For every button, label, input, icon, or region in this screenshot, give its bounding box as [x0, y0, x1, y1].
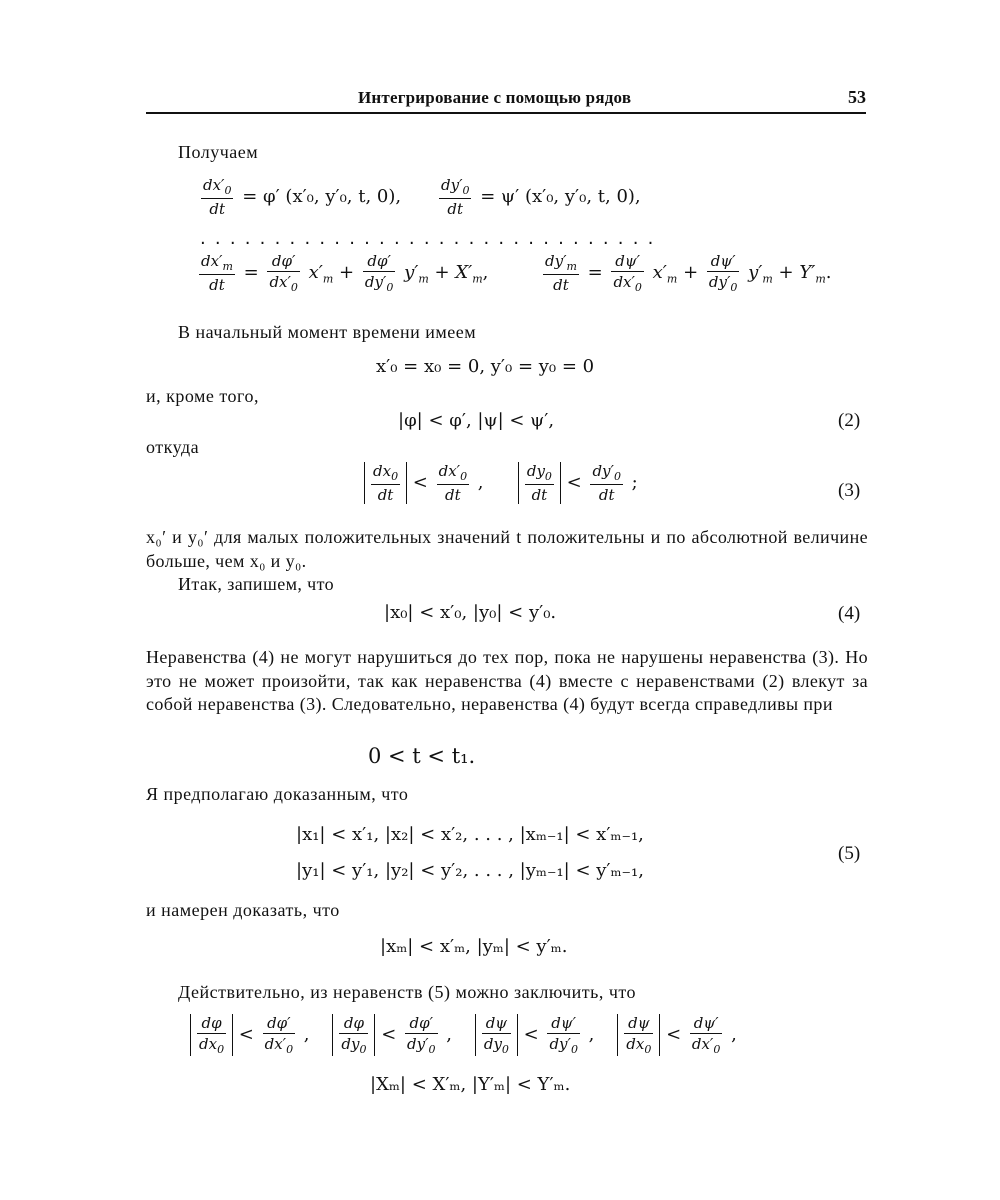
text-poluchaem: Получаем [178, 142, 259, 162]
equation-dy0-dt: $\frac{dy'_0}{dt}$ = ψ′ (x′₀, y′₀, t, 0), [441, 176, 641, 218]
text-v-nachalny: В начальный момент времени имеем [178, 322, 477, 342]
text-deistvitelno: Действительно, из неравенств (5) можно заключить, что [178, 982, 637, 1002]
equation-3: $\frac{dx_0}{dt}$ < $\frac{dx'_0}{dt}$ , $\frac{dy_0}{dt}$ < $\frac{dy'_0}{dt}$ ; [364, 462, 638, 504]
running-header [146, 86, 866, 114]
paragraph-2-text: Неравенства (4) не могут нарушиться до тех пор, пока не нарушены неравенства (3). Но это не может произойти, так как неравенства (4) вместе с неравенствами (2) влекут за собой неравенства (3). Следовательно, неравенства (4) будут всегда справедливы при [146, 647, 868, 714]
text-ya-predpolagayu: Я предполагаю доказанным, что [146, 784, 409, 804]
equation-derivative-bounds: $\frac{d\varphi}{dx_0}$ < $\frac{d\varphi'}{dx'_0}$ , $\frac{d\varphi}{dy_0}$ < $\frac{d\varphi'}{dy'_0}$ , $\frac{d\psi}{dy_0}$ < $\frac{d\psi'}{dy'_0}$ , $\frac{d\psi}{dx_0}$ < $\frac{d\psi'}{dx'_0}$ , [190, 1014, 737, 1056]
equation-number-2: (2) [838, 410, 861, 431]
equation-t-range: 0 < t < t₁. [368, 744, 476, 768]
equation-2: |φ| < φ′, |ψ| < ψ′, [398, 410, 555, 431]
equation-initial: x′₀ = x₀ = 0, y′₀ = y₀ = 0 [376, 356, 595, 377]
equation-number-3: (3) [838, 480, 861, 501]
equation-dym-dt: $\frac{dy'_m}{dt}$ = $\frac{d\psi'}{dx'_0}$ $x'_m$ + $\frac{d\psi'}{dy'_0}$ $y'_m + Y'_m$. [545, 252, 832, 294]
page-number: 53 [848, 87, 866, 107]
text-otkuda: откуда [146, 437, 200, 457]
equation-last: |Xₘ| < X′ₘ, |Y′ₘ| < Y′ₘ. [370, 1074, 571, 1095]
equation-dx0-rhs: = φ′ (x′₀, y′₀, t, 0), [242, 186, 402, 207]
equation-number-4: (4) [838, 603, 861, 624]
ellipsis-dots: ............................... [200, 228, 663, 249]
equation-goal: |xₘ| < x′ₘ, |yₘ| < y′ₘ. [380, 936, 568, 957]
paragraph-1 [146, 526, 868, 597]
text-i-nameren: и намерен доказать, что [146, 900, 340, 920]
header-title: Интегрирование с помощью рядов [358, 88, 632, 107]
equation-dx0-dt: $\frac{dx'_0}{dt}$ = φ′ (x′₀, y′₀, t, 0), [203, 176, 402, 218]
paragraph-2 [146, 646, 868, 717]
equation-number-5: (5) [838, 843, 861, 864]
paragraph-1-text: x₀′ и y₀′ для малых положительных значений t положительны и по абсолютной величине больше, чем x₀ и y₀. [146, 527, 868, 571]
equation-dy0-rhs: = ψ′ (x′₀, y′₀, t, 0), [480, 186, 641, 207]
text-i-krome: и, кроме того, [146, 386, 259, 406]
equation-5-row-1: |x₁| < x′₁, |x₂| < x′₂, . . . , |xₘ₋₁| < x′ₘ₋₁, [296, 824, 644, 845]
equation-5-row-2: |y₁| < y′₁, |y₂| < y′₂, . . . , |yₘ₋₁| < y′ₘ₋₁, [296, 860, 644, 881]
text-itak: Итак, запишем, что [178, 574, 335, 594]
equation-4: |x₀| < x′₀, |y₀| < y′₀. [384, 602, 557, 623]
equation-dxm-dt: $\frac{dx'_m}{dt}$ = $\frac{d\varphi'}{dx'_0}$ $x'_m$ + $\frac{d\varphi'}{dy'_0}$ $y'_m + X'_m$, [201, 252, 489, 294]
